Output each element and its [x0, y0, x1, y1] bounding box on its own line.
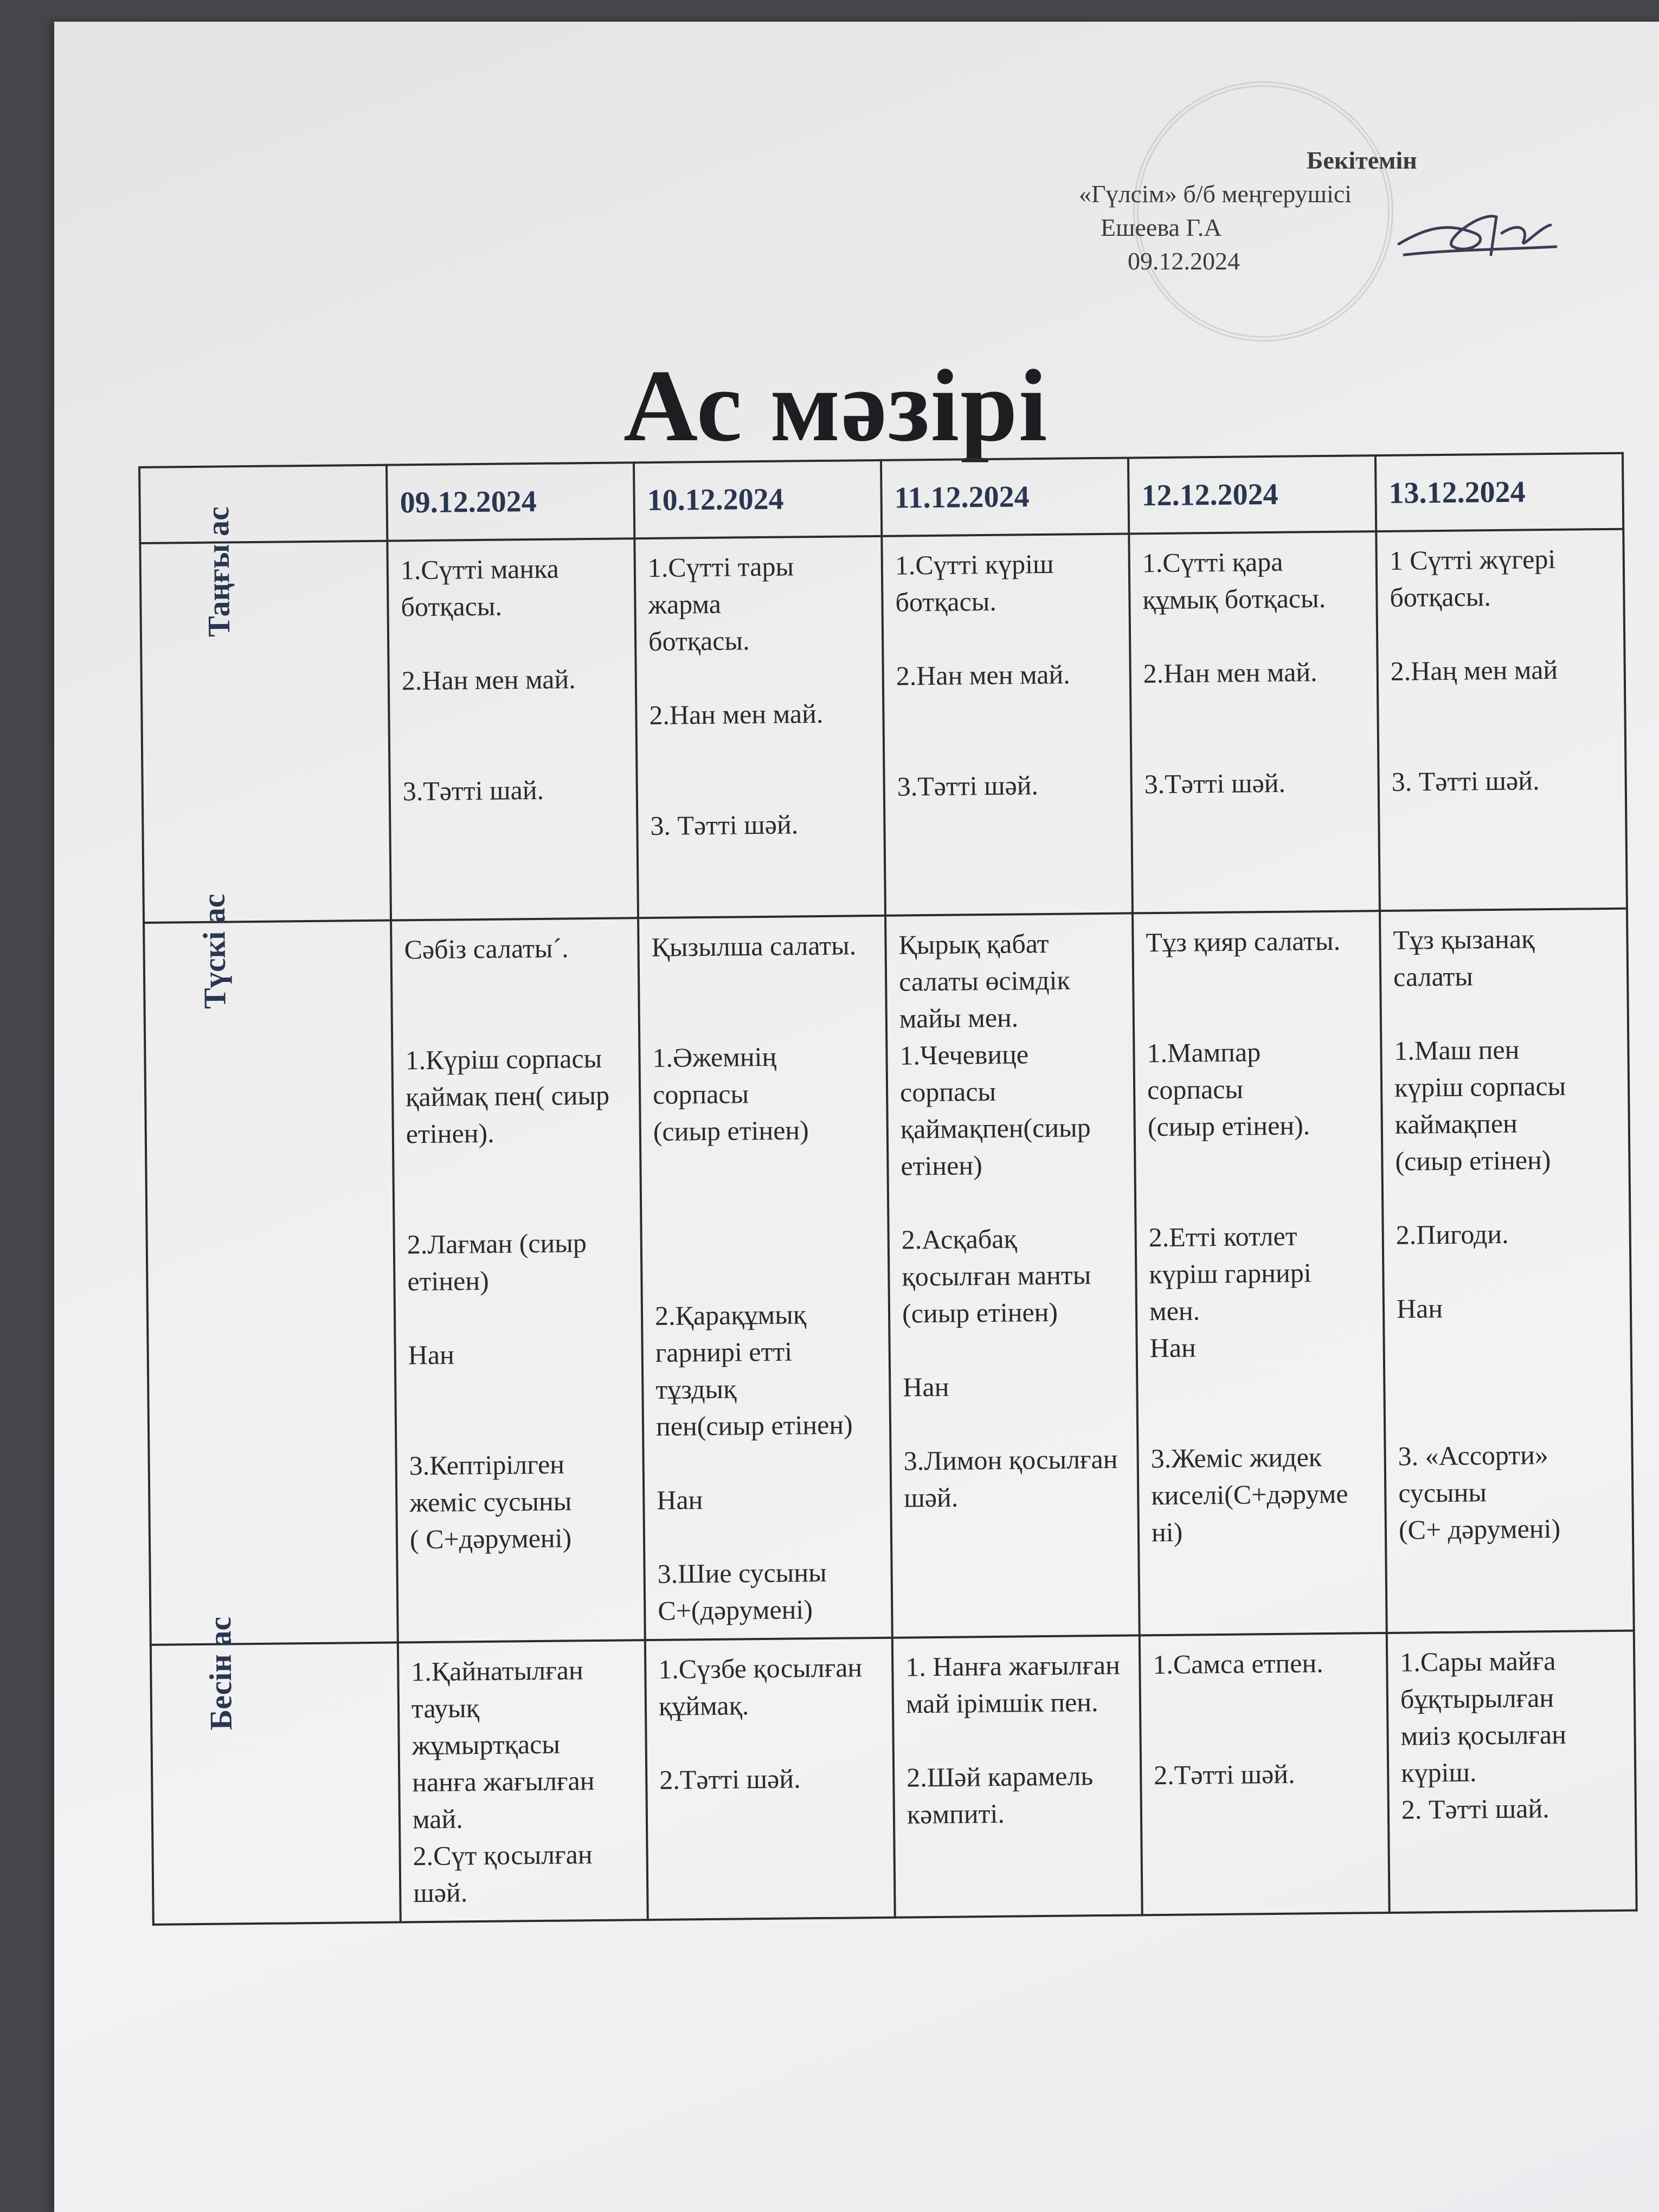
menu-cell: Тұз қызанақ салаты 1.Маш пен күріш сорпасы каймақпен (сиыр етінен) 2.Пигоди. Нан 3. «Ассорти» сусыны (С+ дәрумені) — [1380, 909, 1634, 1633]
date-header-row — [139, 453, 1623, 543]
menu-cell: Қызылша салаты. 1.Әжемнің сорпасы (сиыр етінен) 2.Қарақұмық гарнирі етті тұздық пен(сиыр етінен) Нан 3.Шие сусыны С+(дәрумені) — [638, 916, 892, 1640]
date-header: 10.12.2024 — [634, 460, 882, 538]
menu-cell: Сәбіз салатыˊ. 1.Күріш сорпасы қаймақ пен( сиыр етінен). 2.Лағман (сиыр етінен) Нан 3.Кептірілген жеміс сусыны ( С+дәрумені) — [391, 918, 645, 1642]
menu-cell: 1.Сары майға бұқтырылған миіз қосылған күріш. 2. Тәтті шай. — [1387, 1631, 1637, 1913]
meal-label: Бесін ас — [202, 1616, 239, 1731]
date-header: 13.12.2024 — [1375, 453, 1623, 531]
menu-cell: 1.Сүтті тары жарма ботқасы. 2.Нан мен май. 3. Тәтті шәй. — [634, 536, 885, 918]
menu-cell: 1.Сүзбе қосылған құймақ. 2.Тәтті шәй. — [645, 1638, 895, 1920]
meal-label-cell — [140, 506, 391, 923]
menu-table — [138, 452, 1638, 1926]
meal-label-cell — [151, 1616, 401, 1925]
menu-cell: Тұз қияр салаты. 1.Мампар сорпасы (сиыр етінен). 2.Етті котлет күріш гарнирі мен. Нан 3.Жеміс жидек киселі(С+дәруме ні) — [1133, 911, 1387, 1635]
snack-row — [151, 1631, 1637, 1925]
approval-name: Ешеева Г.А — [1101, 214, 1222, 241]
menu-cell: 1. Нанға жағылған май ірімшік пен. 2.Шәй карамель кәмпиті. — [892, 1635, 1142, 1917]
approval-heading: Бекітемін — [1307, 146, 1417, 174]
date-header: 12.12.2024 — [1128, 455, 1376, 533]
menu-cell: 1.Сүтті қара құмық ботқасы. 2.Нан мен май. 3.Тәтті шәй. — [1129, 531, 1380, 913]
date-header: 09.12.2024 — [387, 462, 634, 541]
approval-date: 09.12.2024 — [1128, 247, 1240, 275]
meal-label: Түскі ас — [196, 893, 233, 1009]
menu-cell: 1.Сүтті күріш ботқасы. 2.Нан мен май. 3.Тәтті шәй. — [882, 533, 1133, 915]
menu-cell: Қырық қабат салаты өсімдік майы мен. 1.Чечевице сорпасы қаймақпен(сиыр етінен) 2.Асқабақ қосылған манты (сиыр етінен) Нан 3.Лимон қосылған шәй. — [885, 913, 1140, 1637]
lunch-row — [144, 909, 1634, 1645]
breakfast-row — [140, 529, 1627, 923]
meal-label: Таңғы ас — [200, 506, 237, 638]
page-title: Ас мәзірі — [623, 349, 1049, 463]
corner-cell — [139, 465, 387, 543]
date-header: 11.12.2024 — [881, 458, 1129, 536]
meal-label-cell — [144, 893, 398, 1645]
signature-mark — [1388, 195, 1561, 271]
menu-cell: 1 Сүтті жүгері ботқасы. 2.Наң мен май 3. Тәтті шәй. — [1376, 529, 1627, 911]
menu-cell: 1.Қайнатылған тауық жұмыртқасы нанға жағылған май. 2.Сүт қосылған шәй. — [398, 1640, 648, 1922]
approval-position: «Гүлсім» б/б меңгерушісі — [1079, 180, 1352, 208]
menu-cell: 1.Сүтті манка ботқасы. 2.Нан мен май. 3.Тәтті шай. — [387, 538, 638, 920]
menu-cell: 1.Самса етпен. 2.Тәтті шәй. — [1140, 1633, 1390, 1915]
